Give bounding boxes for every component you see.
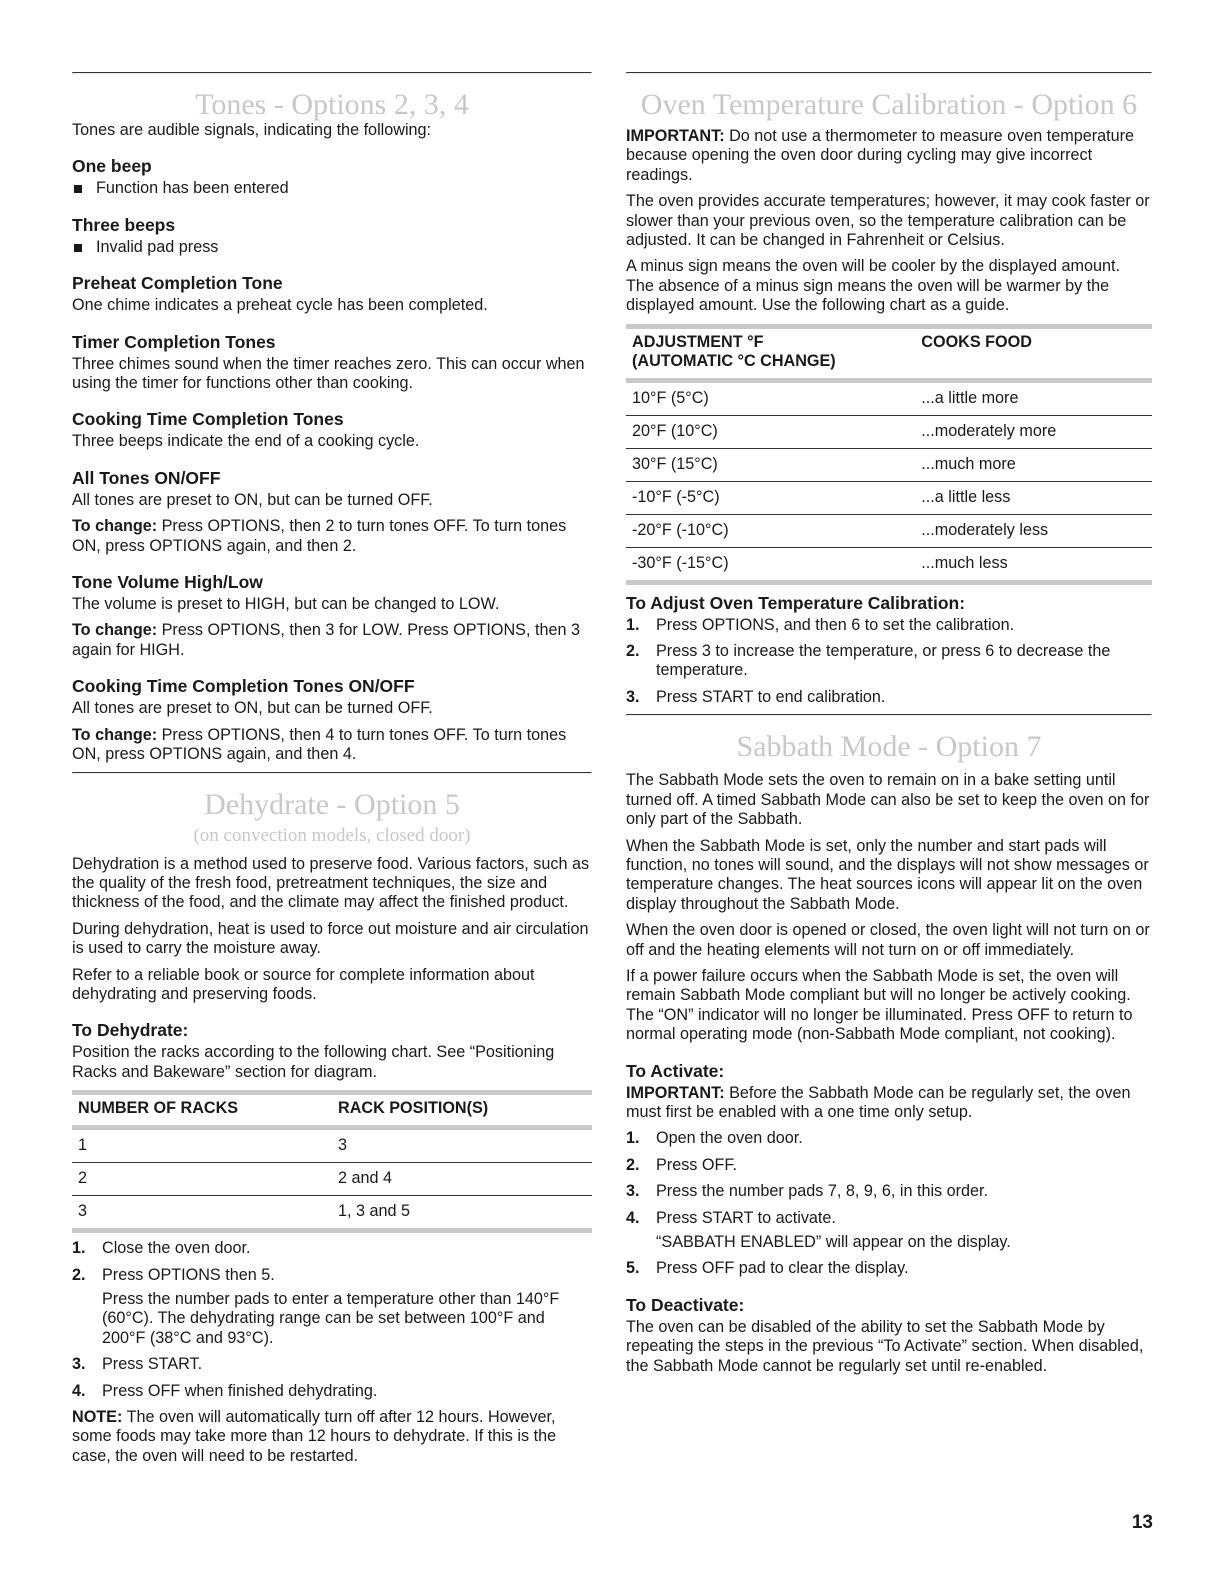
bullet-item bbox=[72, 238, 592, 257]
step-text: Press START. bbox=[102, 1355, 203, 1374]
volume-change bbox=[72, 621, 592, 660]
table-cell: 30°F (15°C) bbox=[626, 448, 915, 481]
list-item bbox=[626, 1129, 1152, 1148]
step-text: Press START to activate. bbox=[656, 1208, 836, 1227]
step-number: 3. bbox=[72, 1355, 86, 1374]
deactivate-heading: To Deactivate: bbox=[626, 1294, 745, 1315]
bullet-text: Function has been entered bbox=[96, 179, 289, 198]
step-number: 3. bbox=[626, 687, 640, 706]
tones-intro: Tones are audible signals, indicating the following: bbox=[72, 121, 432, 139]
list-item bbox=[626, 1156, 1152, 1175]
bullet-square-icon bbox=[74, 185, 82, 193]
calibration-title: Oven Temperature Calibration - Option 6 bbox=[640, 88, 1138, 121]
header-line: ADJUSTMENT °F bbox=[632, 332, 764, 351]
step-text: Press OPTIONS then 5. bbox=[102, 1265, 275, 1284]
calibration-important bbox=[626, 127, 1152, 185]
table-cell: ...a little less bbox=[915, 481, 1152, 514]
timer-heading: Timer Completion Tones bbox=[72, 331, 276, 352]
all-tones-heading: All Tones ON/OFF bbox=[72, 467, 221, 488]
to-dehydrate-text: Position the racks according to the following chart. See “Positioning Racks and Bakeware” section for diagram. bbox=[72, 1043, 555, 1081]
step-note: “SABBATH ENABLED” will appear on the display. bbox=[656, 1233, 1011, 1251]
table-cell: ...much less bbox=[915, 547, 1152, 582]
table-header-row bbox=[72, 1093, 592, 1128]
table-row bbox=[626, 547, 1152, 582]
step-text: Press 3 to increase the temperature, or press 6 to decrease the temperature. bbox=[656, 642, 1111, 680]
list-item bbox=[72, 1266, 592, 1285]
table-header: RACK POSITION(S) bbox=[332, 1093, 592, 1128]
table-row bbox=[626, 448, 1152, 481]
table-row bbox=[72, 1128, 592, 1163]
dehydrate-steps bbox=[72, 1239, 592, 1285]
table-cell: 2 and 4 bbox=[332, 1163, 592, 1196]
change-label: To change: bbox=[72, 621, 158, 640]
list-item bbox=[626, 616, 1152, 635]
cooking-time-heading: Cooking Time Completion Tones bbox=[72, 409, 344, 430]
step-number: 1. bbox=[626, 1129, 640, 1148]
step-number: 4. bbox=[72, 1381, 86, 1400]
table-cell: 3 bbox=[332, 1128, 592, 1163]
cooking-onoff-text: All tones are preset to ON, but can be turned OFF. bbox=[72, 699, 433, 718]
step-number: 4. bbox=[626, 1208, 640, 1227]
activate-heading: To Activate: bbox=[626, 1060, 725, 1081]
step-text: Press OFF pad to clear the display. bbox=[656, 1259, 909, 1278]
sabbath-paragraph: The Sabbath Mode sets the oven to remain on in a bake setting until turned off. A timed Sabbath Mode can also be set to keep the oven on for only part of the Sabbath. bbox=[626, 771, 1150, 829]
dehydrate-title: Dehydrate - Option 5 bbox=[204, 787, 460, 821]
sabbath-title: Sabbath Mode - Option 7 bbox=[736, 730, 1042, 764]
bullet-square-icon bbox=[74, 244, 82, 252]
table-cell: ...moderately more bbox=[915, 415, 1152, 448]
change-text: Press OPTIONS, then 2 to turn tones OFF. To turn tones ON, press OPTIONS again, and then 2. bbox=[72, 517, 567, 555]
dehydrate-paragraph: Refer to a reliable book or source for complete information about dehydrating and preserving foods. bbox=[72, 965, 535, 1003]
list-item bbox=[72, 1239, 592, 1258]
list-item bbox=[72, 1382, 592, 1401]
calibration-table bbox=[626, 324, 1152, 585]
table-cell: 2 bbox=[72, 1163, 332, 1196]
step-number: 3. bbox=[626, 1182, 640, 1201]
preheat-heading: Preheat Completion Tone bbox=[72, 273, 283, 294]
adjust-heading: To Adjust Oven Temperature Calibration: bbox=[626, 592, 966, 613]
dehydrate-steps bbox=[72, 1355, 592, 1401]
table-cell: -20°F (-10°C) bbox=[626, 514, 915, 547]
right-column bbox=[626, 72, 1152, 1383]
sabbath-paragraph: When the oven door is opened or closed, the oven light will not turn on or off and the heating elements will not turn on or off immediately. bbox=[626, 921, 1150, 959]
table-cell: 1 bbox=[72, 1128, 332, 1163]
section-divider bbox=[72, 772, 592, 774]
one-beep-heading: One beep bbox=[72, 156, 152, 177]
deactivate-text: The oven can be disabled of the ability to set the Sabbath Mode by repeating the steps in the previous “To Activate” section. When disabled, the Sabbath Mode cannot be regularly set until re-enabled. bbox=[626, 1317, 1144, 1375]
important-label: IMPORTANT: bbox=[626, 127, 725, 145]
step-text: Press the number pads 7, 8, 9, 6, in this order. bbox=[656, 1182, 989, 1201]
sabbath-paragraph: When the Sabbath Mode is set, only the number and start pads will function, no tones will sound, and the displays will not show messages or temperature changes. The heat sources icons will appear lit on the oven display throughout the Sabbath Mode. bbox=[626, 836, 1149, 913]
volume-heading: Tone Volume High/Low bbox=[72, 572, 263, 593]
table-header bbox=[626, 326, 915, 380]
table-header: NUMBER OF RACKS bbox=[72, 1093, 332, 1128]
change-text: Press OPTIONS, then 4 to turn tones OFF. To turn tones ON, press OPTIONS again, and then 4. bbox=[72, 725, 567, 764]
table-cell: -10°F (-5°C) bbox=[626, 481, 915, 514]
step-text: Close the oven door. bbox=[102, 1239, 251, 1258]
change-label: To change: bbox=[72, 725, 158, 744]
step-number: 2. bbox=[72, 1265, 86, 1284]
activate-steps bbox=[626, 1129, 1152, 1228]
table-row bbox=[626, 415, 1152, 448]
to-dehydrate-heading: To Dehydrate: bbox=[72, 1020, 189, 1041]
activate-important bbox=[626, 1084, 1152, 1123]
dehydrate-subtitle: (on convection models, closed door) bbox=[193, 824, 471, 846]
step-number: 5. bbox=[626, 1259, 640, 1278]
important-text: Do not use a thermometer to measure oven temperature because opening the oven door during cycling may give incorrect readings. bbox=[626, 127, 1134, 184]
calibration-paragraph: A minus sign means the oven will be cooler by the displayed amount. The absence of a minus sign means the oven will be warmer by the displayed amount. Use the following chart as a guide. bbox=[626, 257, 1120, 315]
timer-text: Three chimes sound when the timer reaches zero. This can occur when using the timer for functions other than cooking. bbox=[72, 354, 585, 393]
list-item bbox=[626, 642, 1152, 681]
important-label: IMPORTANT: bbox=[626, 1083, 725, 1102]
left-column bbox=[72, 72, 592, 1473]
table-row bbox=[626, 481, 1152, 514]
all-tones-change bbox=[72, 517, 592, 556]
rack-table bbox=[72, 1090, 592, 1233]
step-text: Press OFF. bbox=[656, 1155, 737, 1174]
table-row bbox=[72, 1163, 592, 1196]
cooking-time-text: Three beeps indicate the end of a cooking cycle. bbox=[72, 432, 420, 451]
list-item bbox=[626, 1259, 1152, 1278]
table-cell: -30°F (-15°C) bbox=[626, 547, 915, 582]
step-number: 2. bbox=[626, 1155, 640, 1174]
step-note: Press the number pads to enter a temperature other than 140°F (60°C). The dehydrating range can be set between 100°F and 200°F (38°C and 93°C). bbox=[102, 1289, 560, 1347]
list-item bbox=[72, 1355, 592, 1374]
section-divider bbox=[72, 72, 592, 74]
table-cell: 20°F (10°C) bbox=[626, 415, 915, 448]
table-cell: 3 bbox=[72, 1196, 332, 1231]
section-divider bbox=[626, 714, 1152, 716]
dehydrate-paragraph: Dehydration is a method used to preserve food. Various factors, such as the quality of the fresh food, pretreatment techniques, the size and thickness of the food, and the climate may affect the finished product. bbox=[72, 854, 590, 912]
all-tones-text: All tones are preset to ON, but can be turned OFF. bbox=[72, 490, 433, 509]
change-text: Press OPTIONS, then 3 for LOW. Press OPTIONS, then 3 again for HIGH. bbox=[72, 621, 580, 659]
table-cell: ...moderately less bbox=[915, 514, 1152, 547]
step-text: Press START to end calibration. bbox=[656, 687, 886, 706]
bullet-text: Invalid pad press bbox=[96, 237, 219, 256]
three-beeps-heading: Three beeps bbox=[72, 214, 176, 235]
calibration-paragraph: The oven provides accurate temperatures; however, it may cook faster or slower than your previous oven, so the temperature calibration can be adjusted. It can be changed in Fahrenheit or Celsius. bbox=[626, 192, 1150, 250]
calibration-steps bbox=[626, 616, 1152, 708]
note-text: The oven will automatically turn off after 12 hours. However, some foods may take more than 12 hours to dehydrate. If this is the case, the oven will need to be restarted. bbox=[72, 1408, 557, 1465]
list-item bbox=[626, 1182, 1152, 1201]
table-header: COOKS FOOD bbox=[915, 326, 1152, 380]
table-header-row bbox=[626, 326, 1152, 380]
section-divider bbox=[626, 72, 1152, 74]
table-cell: 10°F (5°C) bbox=[626, 380, 915, 415]
list-item bbox=[626, 688, 1152, 707]
cooking-onoff-change bbox=[72, 726, 592, 765]
dehydrate-paragraph: During dehydration, heat is used to force out moisture and air circulation is used to carry the moisture away. bbox=[72, 919, 589, 958]
volume-text: The volume is preset to HIGH, but can be changed to LOW. bbox=[72, 595, 500, 614]
table-row bbox=[72, 1196, 592, 1231]
header-line: (AUTOMATIC °C CHANGE) bbox=[632, 351, 836, 370]
cooking-onoff-heading: Cooking Time Completion Tones ON/OFF bbox=[72, 676, 415, 697]
activate-steps bbox=[626, 1259, 1152, 1278]
step-number: 2. bbox=[626, 642, 640, 661]
step-number: 1. bbox=[72, 1239, 86, 1258]
list-item bbox=[626, 1209, 1152, 1228]
table-row bbox=[626, 514, 1152, 547]
sabbath-paragraph: If a power failure occurs when the Sabbath Mode is set, the oven will remain Sabbath Mode compliant but will no longer be actively cooking. The “ON” indicator will no longer be illuminated. Press OFF to return to normal operating mode (non-Sabbath Mode compliant, not cooking). bbox=[626, 966, 1133, 1044]
table-cell: 1, 3 and 5 bbox=[332, 1196, 592, 1231]
bullet-item bbox=[72, 179, 592, 198]
step-text: Open the oven door. bbox=[656, 1129, 803, 1148]
table-cell: ...a little more bbox=[915, 380, 1152, 415]
change-label: To change: bbox=[72, 517, 158, 536]
page-number: 13 bbox=[1131, 1512, 1153, 1533]
note-label: NOTE: bbox=[72, 1408, 123, 1426]
preheat-text: One chime indicates a preheat cycle has been completed. bbox=[72, 296, 488, 315]
important-text: Before the Sabbath Mode can be regularly set, the oven must first be enabled with a one time only setup. bbox=[626, 1083, 1131, 1121]
tones-title: Tones - Options 2, 3, 4 bbox=[195, 88, 469, 121]
step-text: Press OFF when finished dehydrating. bbox=[102, 1381, 378, 1400]
step-number: 1. bbox=[626, 615, 640, 634]
step-text: Press OPTIONS, and then 6 to set the calibration. bbox=[656, 615, 1015, 634]
table-cell: ...much more bbox=[915, 448, 1152, 481]
table-row bbox=[626, 380, 1152, 415]
dehydrate-note bbox=[72, 1408, 592, 1466]
